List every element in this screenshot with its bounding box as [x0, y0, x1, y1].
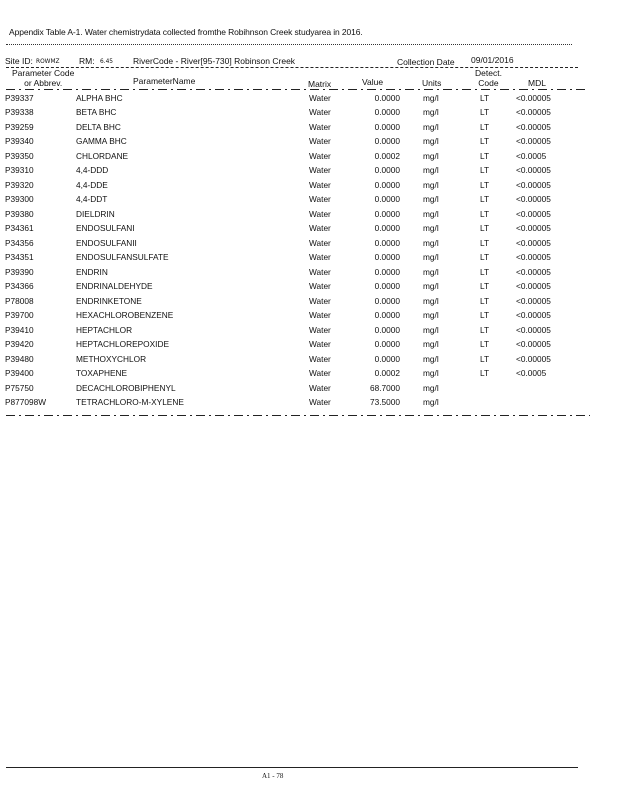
table-row [0, 209, 618, 224]
cell-matrix: Water [309, 179, 331, 190]
cell-value: 0.0000 [374, 223, 400, 233]
table-row [0, 165, 618, 180]
cell-parameter-code: P75750 [5, 382, 34, 393]
cell-value: 0.0000 [374, 252, 400, 262]
cell-detect-code: LT [480, 339, 490, 349]
cell-detect-code: LT [480, 136, 490, 146]
cell-mdl: <0.00005 [516, 208, 551, 219]
cell-parameter-name: ENDOSULFANI [76, 223, 135, 233]
table-row [0, 252, 618, 267]
cell-matrix: Water [309, 237, 331, 248]
cell-parameter-name: 4,4-DDT [76, 194, 108, 204]
cell-detect-code: LT [480, 150, 490, 161]
cell-parameter-name: ENDRINALDEHYDE [76, 281, 153, 291]
cell-detect-code: LT [480, 194, 490, 204]
cell-matrix: Water [309, 281, 331, 291]
column-header-detect-line1: Detect. [475, 68, 502, 78]
column-header-parameter-code [12, 68, 74, 88]
cell-mdl: <0.00005 [516, 281, 551, 291]
cell-parameter-name: METHOXYCHLOR [76, 353, 147, 364]
cell-detect-code: LT [480, 237, 490, 248]
cell-detect-code: LT [480, 92, 490, 103]
cell-parameter-name: GAMMA BHC [76, 136, 127, 146]
cell-units: mg/l [423, 121, 439, 132]
cell-units: mg/l [423, 136, 439, 146]
cell-units: mg/l [423, 397, 439, 407]
table-row [0, 354, 618, 369]
column-header-mdl: MDL [528, 78, 546, 88]
table-row [0, 325, 618, 340]
cell-mdl: <0.00005 [516, 165, 551, 175]
cell-parameter-name: ENDRINKETONE [76, 295, 142, 306]
cell-parameter-name: DELTA BHC [76, 121, 121, 132]
cell-mdl: <0.00005 [516, 92, 551, 103]
cell-value: 0.0000 [374, 165, 400, 175]
cell-value: 0.0000 [374, 324, 400, 335]
cell-mdl: <0.00005 [516, 310, 551, 320]
table-row [0, 310, 618, 325]
header-divider [6, 89, 588, 90]
cell-mdl: <0.00005 [516, 179, 551, 190]
table-row [0, 136, 618, 151]
table-row [0, 238, 618, 253]
cell-units: mg/l [423, 339, 439, 349]
cell-units: mg/l [423, 310, 439, 320]
cell-mdl: <0.00005 [516, 194, 551, 204]
cell-units: mg/l [423, 295, 439, 306]
cell-detect-code: LT [480, 252, 490, 262]
cell-parameter-code: P78008 [5, 295, 34, 306]
cell-matrix: Water [309, 121, 331, 132]
column-header-value: Value [362, 77, 384, 87]
cell-mdl: <0.00005 [516, 266, 551, 277]
cell-value: 68.7000 [370, 382, 400, 393]
cell-value: 0.0000 [374, 295, 400, 306]
cell-mdl: <0.00005 [516, 237, 551, 248]
column-header-detect-line2: Code [478, 78, 499, 88]
cell-value: 0.0000 [374, 121, 400, 132]
page-title: Appendix Table A-1. Water chemistrydata collected fromthe Robihnson Creek studyarea in 2016. [9, 27, 363, 37]
cell-parameter-name: TOXAPHENE [76, 368, 128, 378]
table-row [0, 339, 618, 354]
cell-matrix: Water [309, 368, 331, 378]
cell-units: mg/l [423, 194, 439, 204]
cell-detect-code: LT [480, 223, 490, 233]
cell-parameter-name: TETRACHLORO-M-XYLENE [76, 397, 184, 407]
column-header-parameter-name: ParameterName [133, 76, 196, 86]
table-row [0, 194, 618, 209]
cell-parameter-code: P39700 [5, 310, 34, 320]
cell-value: 0.0002 [374, 150, 400, 161]
cell-units: mg/l [423, 150, 439, 161]
cell-matrix: Water [309, 382, 331, 393]
cell-parameter-code: P39390 [5, 266, 34, 277]
table-row [0, 122, 618, 137]
cell-parameter-code: P39410 [5, 324, 34, 335]
table-row [0, 281, 618, 296]
cell-detect-code: LT [480, 107, 490, 117]
column-header-parameter-code-line1: Parameter Code [12, 68, 75, 78]
cell-detect-code: LT [480, 208, 490, 219]
cell-units: mg/l [423, 92, 439, 103]
cell-parameter-code: P877098W [5, 397, 47, 407]
cell-detect-code: LT [480, 353, 490, 364]
table-row [0, 397, 618, 412]
cell-value: 0.0000 [374, 107, 400, 117]
cell-value: 0.0000 [374, 281, 400, 291]
cell-parameter-code: P39480 [5, 353, 34, 364]
cell-units: mg/l [423, 382, 439, 393]
cell-matrix: Water [309, 252, 331, 262]
cell-parameter-name: ALPHA BHC [76, 92, 123, 103]
cell-matrix: Water [309, 324, 331, 335]
cell-detect-code: LT [480, 295, 490, 306]
cell-value: 0.0000 [374, 353, 400, 364]
cell-units: mg/l [423, 353, 439, 364]
cell-parameter-code: P39340 [5, 136, 34, 146]
cell-matrix: Water [309, 266, 331, 277]
cell-matrix: Water [309, 150, 331, 161]
cell-units: mg/l [423, 165, 439, 175]
cell-parameter-code: P34366 [5, 281, 34, 291]
cell-value: 0.0000 [374, 208, 400, 219]
cell-parameter-name: 4,4-DDD [76, 165, 109, 175]
table-row [0, 107, 618, 122]
cell-matrix: Water [309, 92, 331, 103]
cell-parameter-code: P39310 [5, 165, 34, 175]
cell-detect-code: LT [480, 368, 490, 378]
rm-value: 6.45 [100, 57, 114, 65]
table-row [0, 296, 618, 311]
cell-value: 0.0000 [374, 194, 400, 204]
cell-parameter-code: P39259 [5, 121, 34, 132]
cell-parameter-name: HEXACHLOROBENZENE [76, 310, 174, 320]
cell-parameter-code: P34351 [5, 252, 34, 262]
cell-mdl: <0.00005 [516, 339, 551, 349]
table-row [0, 93, 618, 108]
table-row [0, 267, 618, 282]
cell-mdl: <0.00005 [516, 324, 551, 335]
cell-parameter-name: CHLORDANE [76, 150, 129, 161]
table-row [0, 368, 618, 383]
column-header-units: Units [422, 78, 442, 88]
cell-value: 73.5000 [370, 397, 400, 407]
cell-mdl: <0.00005 [516, 136, 551, 146]
cell-matrix: Water [309, 165, 331, 175]
cell-parameter-name: HEPTACHLOREPOXIDE [76, 339, 169, 349]
cell-value: 0.0000 [374, 136, 400, 146]
cell-parameter-name: ENDOSULFANSULFATE [76, 252, 169, 262]
cell-units: mg/l [423, 252, 439, 262]
cell-parameter-code: P39420 [5, 339, 34, 349]
column-header-parameter-code-line2: or Abbrev. [24, 78, 63, 88]
cell-mdl: <0.00005 [516, 121, 551, 132]
cell-mdl: <0.00005 [516, 295, 551, 306]
table-bottom-divider [6, 415, 590, 416]
cell-units: mg/l [423, 208, 439, 219]
cell-mdl: <0.0005 [516, 150, 547, 161]
cell-detect-code: LT [480, 281, 490, 291]
cell-matrix: Water [309, 310, 331, 320]
cell-matrix: Water [309, 194, 331, 204]
cell-mdl: <0.00005 [516, 252, 551, 262]
rm-label: RM: [79, 56, 95, 66]
cell-parameter-name: 4,4-DDE [76, 179, 108, 190]
cell-detect-code: LT [480, 266, 490, 277]
cell-parameter-code: P39300 [5, 194, 34, 204]
cell-mdl: <0.00005 [516, 353, 551, 364]
cell-units: mg/l [423, 179, 439, 190]
cell-mdl: <0.00005 [516, 223, 551, 233]
title-divider [6, 44, 572, 45]
column-header-matrix: Matrix [308, 79, 332, 89]
cell-value: 0.0000 [374, 179, 400, 190]
cell-parameter-name: DECACHLOROBIPHENYL [76, 382, 176, 393]
table-row [0, 151, 618, 166]
cell-units: mg/l [423, 281, 439, 291]
cell-parameter-code: P39338 [5, 107, 34, 117]
cell-matrix: Water [309, 136, 331, 146]
cell-parameter-code: P39400 [5, 368, 34, 378]
cell-matrix: Water [309, 295, 331, 306]
cell-units: mg/l [423, 368, 439, 378]
cell-parameter-code: P39320 [5, 179, 34, 190]
table-row [0, 383, 618, 398]
cell-parameter-name: ENDOSULFANII [76, 237, 137, 248]
cell-parameter-code: P39337 [5, 92, 34, 103]
cell-value: 0.0000 [374, 237, 400, 248]
cell-value: 0.0000 [374, 339, 400, 349]
cell-parameter-name: HEPTACHLOR [76, 324, 133, 335]
cell-value: 0.0000 [374, 310, 400, 320]
footer-rule [6, 767, 578, 768]
cell-units: mg/l [423, 324, 439, 335]
cell-value: 0.0000 [374, 92, 400, 103]
cell-parameter-code: P39350 [5, 150, 34, 161]
cell-units: mg/l [423, 223, 439, 233]
cell-units: mg/l [423, 266, 439, 277]
cell-units: mg/l [423, 237, 439, 248]
cell-matrix: Water [309, 397, 331, 407]
collection-date-label: Collection Date [397, 57, 455, 67]
cell-matrix: Water [309, 339, 331, 349]
cell-detect-code: LT [480, 179, 490, 190]
cell-detect-code: LT [480, 165, 490, 175]
cell-matrix: Water [309, 223, 331, 233]
cell-matrix: Water [309, 107, 331, 117]
cell-detect-code: LT [480, 310, 490, 320]
cell-parameter-name: BETA BHC [76, 107, 117, 117]
cell-mdl: <0.0005 [516, 368, 547, 378]
cell-parameter-name: ENDRIN [76, 266, 108, 277]
cell-detect-code: LT [480, 324, 490, 335]
cell-mdl: <0.00005 [516, 107, 551, 117]
cell-units: mg/l [423, 107, 439, 117]
cell-matrix: Water [309, 208, 331, 219]
site-id-label: Site ID: [5, 56, 33, 66]
cell-parameter-code: P34356 [5, 237, 34, 248]
collection-date-value: 09/01/2016 [471, 55, 514, 65]
table-row [0, 223, 618, 238]
cell-matrix: Water [309, 353, 331, 364]
table-row [0, 180, 618, 195]
cell-detect-code: LT [480, 121, 490, 132]
cell-value: 0.0000 [374, 266, 400, 277]
river-code: RiverCode - River[95-730] Robinson Creek [133, 56, 296, 66]
cell-parameter-code: P39380 [5, 208, 34, 219]
cell-value: 0.0002 [374, 368, 400, 378]
page-number: A1 - 78 [262, 772, 284, 780]
site-id-value: ROWMZ [36, 57, 60, 65]
column-header-detect-code [475, 68, 502, 88]
cell-parameter-code: P34361 [5, 223, 34, 233]
cell-parameter-name: DIELDRIN [76, 208, 115, 219]
